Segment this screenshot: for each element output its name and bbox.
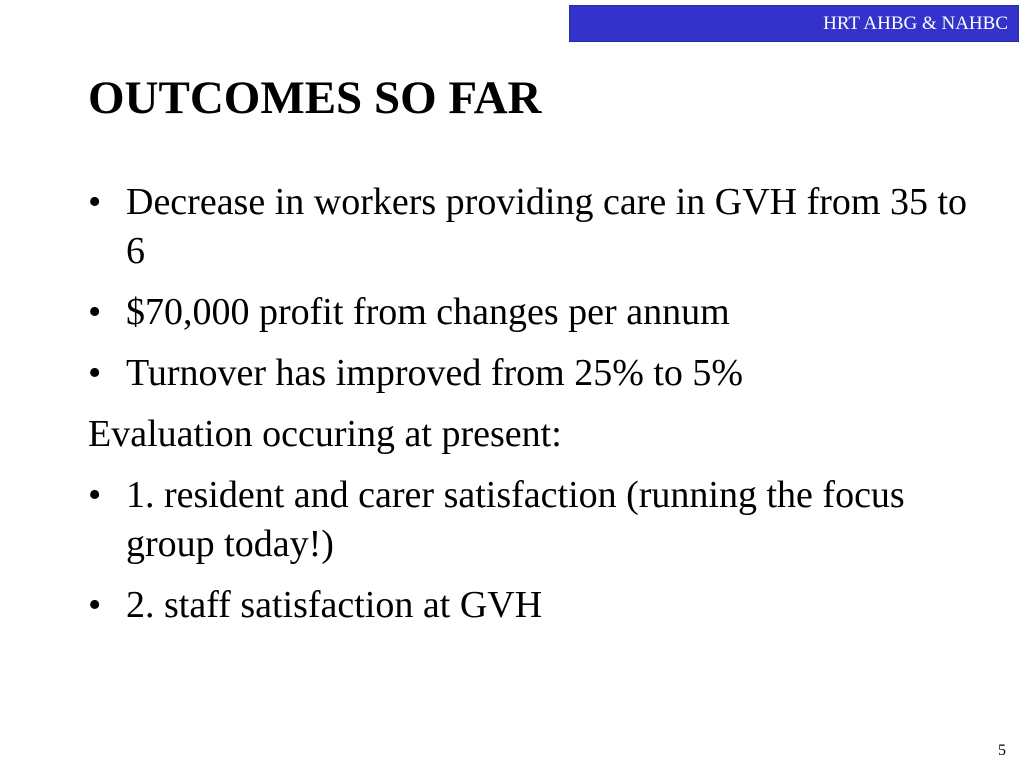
bullet-icon: •	[88, 584, 102, 626]
bullet-icon: •	[88, 291, 102, 333]
bullet-text: $70,000 profit from changes per annum	[126, 291, 730, 333]
bullet-item-workers	[88, 178, 988, 276]
slide-content	[88, 178, 988, 630]
bullet-text: Decrease in workers providing care in GVH from 35 to 6	[126, 181, 968, 272]
bullet-text: Turnover has improved from 25% to 5%	[126, 352, 744, 394]
bullet-item-resident-satisfaction	[88, 471, 988, 569]
bullet-text: 1. resident and carer satisfaction (running the focus group today!)	[126, 474, 905, 565]
bullet-item-staff-satisfaction	[88, 581, 988, 630]
header-banner-text: HRT AHBG & NAHBC	[823, 13, 1008, 34]
bullet-icon: •	[88, 474, 102, 516]
page-number: 5	[998, 742, 1006, 759]
bullet-item-turnover	[88, 349, 988, 398]
bullet-icon: •	[88, 181, 102, 223]
header-banner	[569, 5, 1019, 42]
bullet-text: 2. staff satisfaction at GVH	[126, 584, 543, 626]
slide-title: OUTCOMES SO FAR	[88, 72, 542, 124]
bullet-icon: •	[88, 352, 102, 394]
bullet-item-profit	[88, 288, 988, 337]
evaluation-subheading: Evaluation occuring at present:	[88, 413, 562, 455]
